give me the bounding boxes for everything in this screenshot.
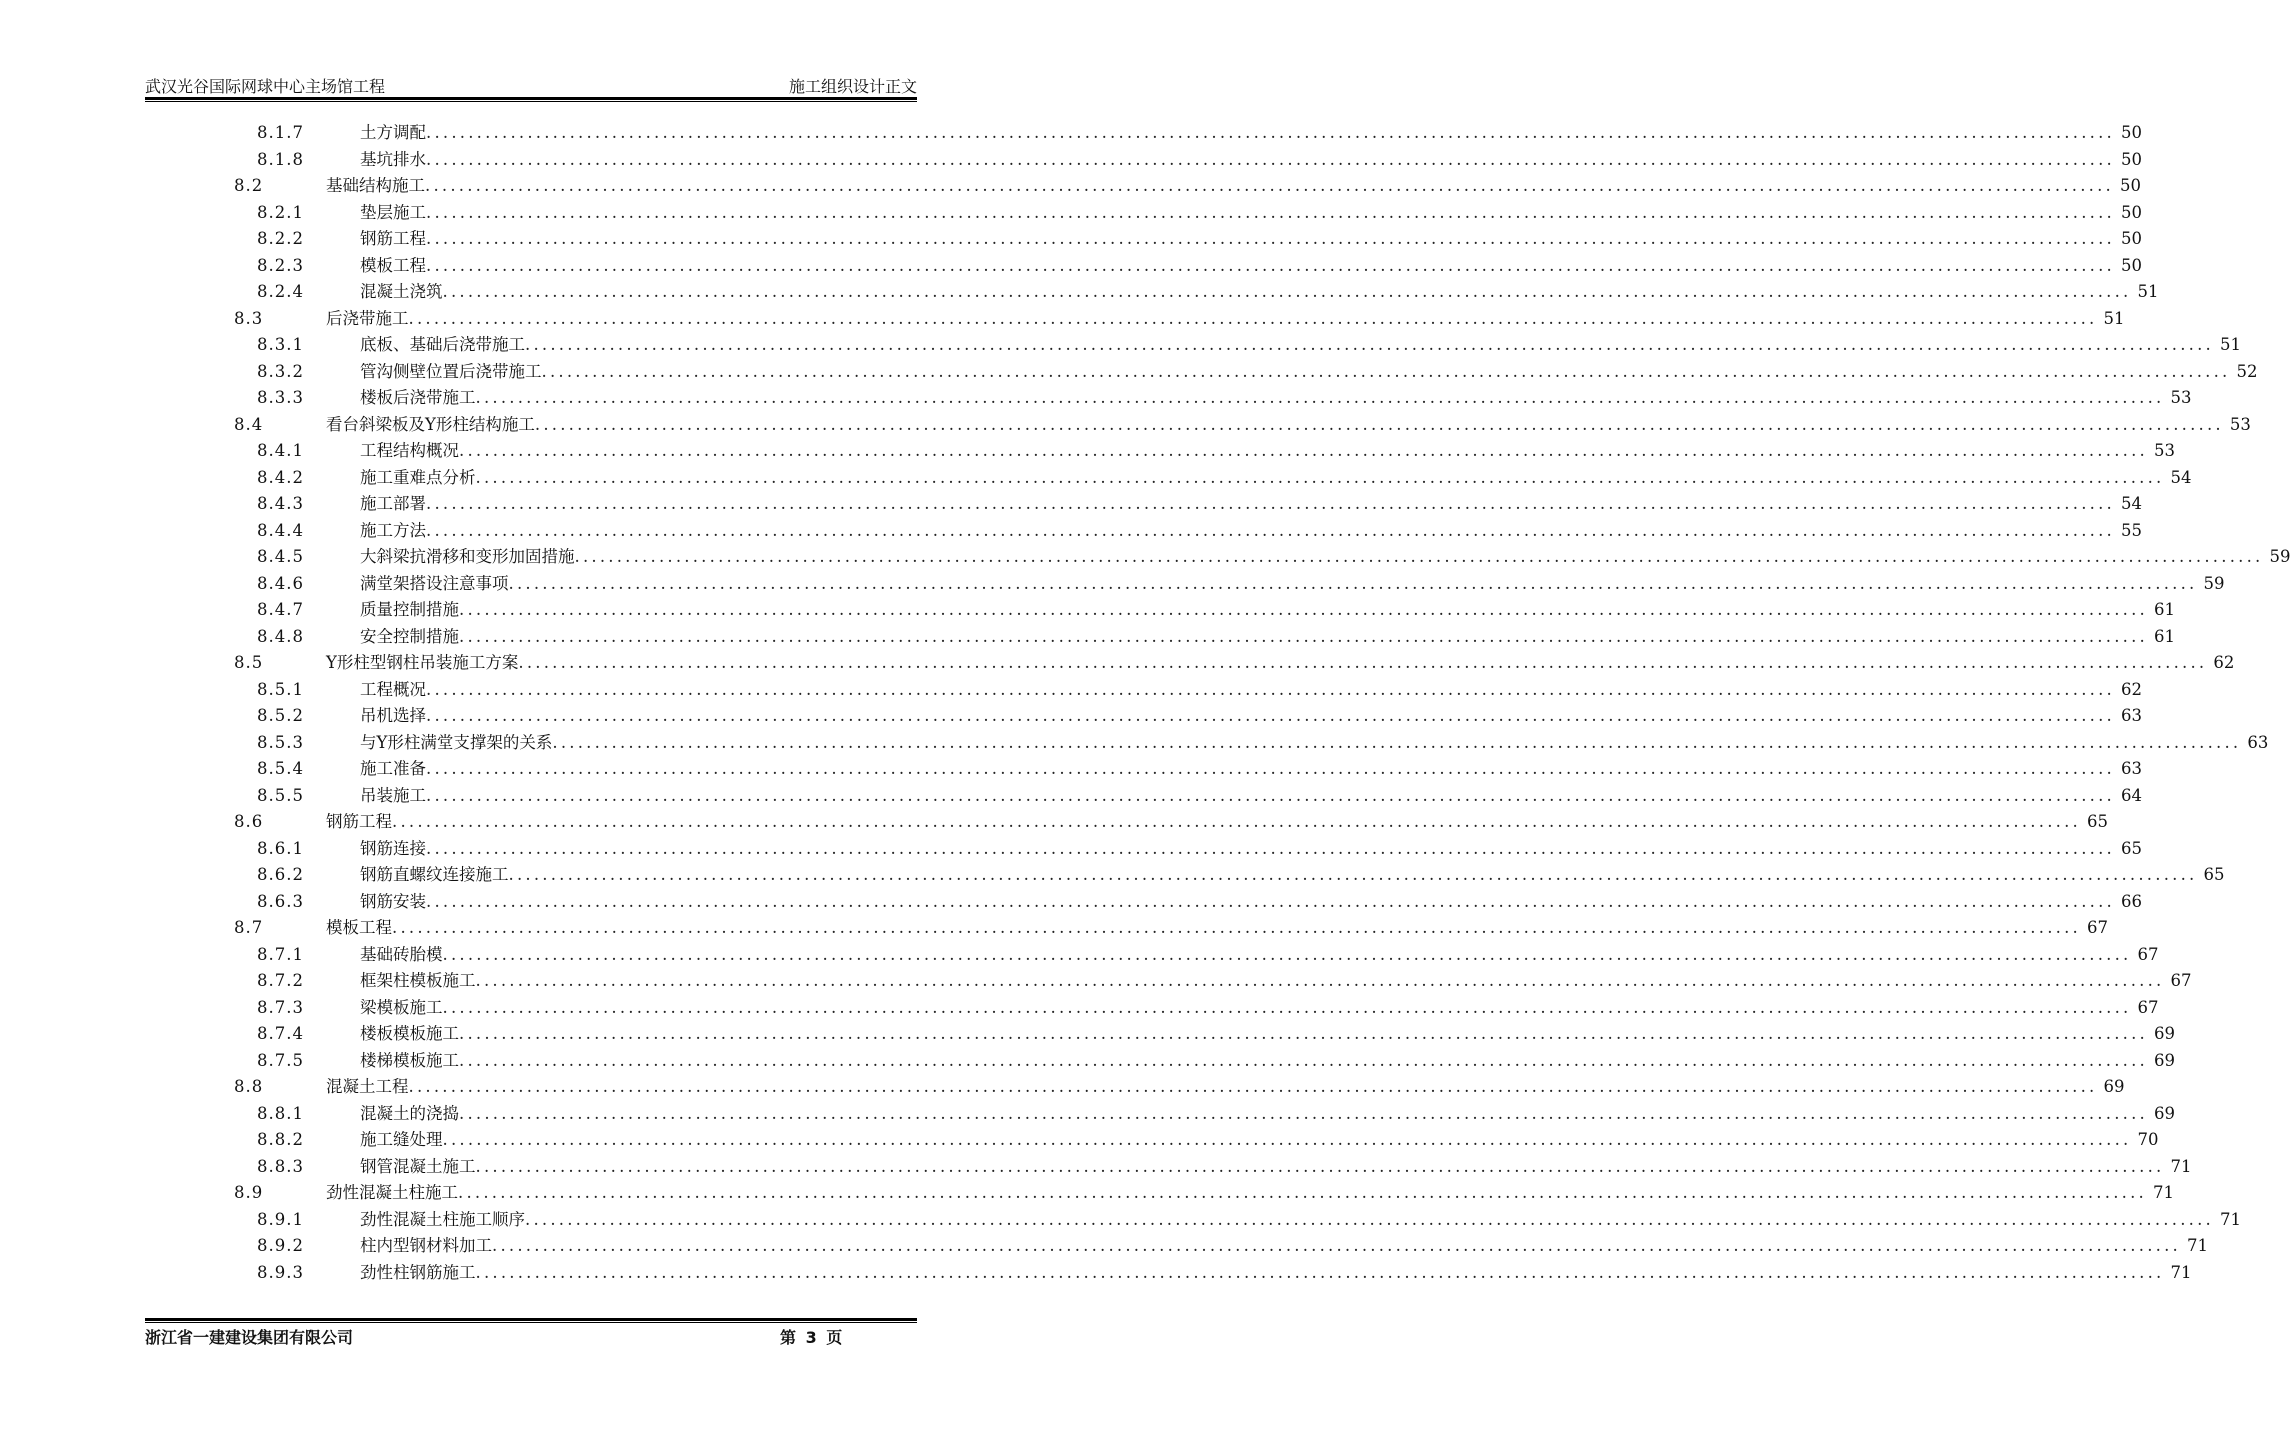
- toc-entry-number: 8.5.2: [257, 706, 304, 725]
- toc-entry-number: 8.6.2: [257, 865, 304, 884]
- toc-entry[interactable]: [0, 809, 2108, 835]
- toc-leader-dots: ........................................................................................................................................................................................................: [459, 1024, 2148, 1043]
- toc-leader-dots: ........................................................................................................................................................................................................: [574, 547, 2264, 566]
- toc-leader-dots: ........................................................................................................................................................................................................: [518, 653, 2208, 672]
- toc-entry-title: 工程结构概况: [360, 441, 459, 460]
- toc-entry-number: 8.7: [234, 918, 264, 937]
- toc-entry[interactable]: [0, 491, 2142, 517]
- toc-entry-number: 8.6: [234, 812, 264, 831]
- toc-entry-title: 劲性柱钢筋施工: [360, 1262, 476, 1282]
- toc-entry-page: 61: [2153, 600, 2175, 619]
- toc-entry-line: [360, 597, 2175, 623]
- toc-entry-page: 71: [2170, 1156, 2192, 1176]
- toc-entry-line: [360, 995, 2159, 1021]
- toc-entry-number: 8.4.6: [257, 573, 304, 593]
- toc-entry-number: 8.4.5: [257, 547, 304, 566]
- toc-entry-page: 61: [2153, 626, 2175, 646]
- toc-entry[interactable]: [0, 862, 2225, 888]
- footer-rule-thin: [145, 1322, 917, 1323]
- toc-entry-line: [360, 147, 2142, 173]
- toc-entry[interactable]: [0, 200, 2142, 226]
- toc-entry-page: 67: [2137, 944, 2159, 964]
- toc-entry-title: 质量控制措施: [360, 600, 459, 619]
- toc-entry-line: [360, 703, 2142, 729]
- toc-entry[interactable]: [0, 173, 2141, 199]
- toc-entry-line: [360, 253, 2142, 279]
- toc-entry-line: [360, 1021, 2175, 1047]
- toc-leader-dots: ........................................................................................................................................................................................................: [408, 1077, 2098, 1096]
- toc-entry-page: 63: [2120, 706, 2142, 725]
- toc-leader-dots: ........................................................................................................................................................................................................: [426, 123, 2115, 142]
- toc-entry[interactable]: [0, 677, 2142, 703]
- toc-entry-number: 8.8: [234, 1077, 264, 1096]
- toc-leader-dots: ........................................................................................................................................................................................................: [508, 573, 2198, 593]
- toc-entry[interactable]: [0, 756, 2142, 782]
- toc-entry-number: 8.2: [234, 176, 264, 195]
- header-rule-thin: [145, 101, 917, 102]
- toc-entry-page: 67: [2170, 971, 2192, 990]
- toc-entry-page: 65: [2120, 838, 2142, 858]
- toc-entry-number: 8.6.3: [257, 891, 304, 911]
- toc-entry-title: 施工准备: [360, 759, 426, 778]
- toc-entry-number: 8.5.3: [257, 732, 304, 752]
- toc-entry-title: 模板工程: [360, 255, 426, 275]
- toc-entry-title: 安全控制措施: [360, 626, 459, 646]
- toc-entry-number: 8.9: [234, 1183, 264, 1202]
- toc-entry-line: [326, 412, 2251, 438]
- toc-entry-line: [360, 465, 2192, 491]
- toc-entry-title: 基坑排水: [360, 149, 426, 169]
- toc-entry-number: 8.8.2: [257, 1130, 304, 1149]
- toc-entry[interactable]: [0, 279, 2159, 305]
- toc-entry[interactable]: [0, 359, 2258, 385]
- toc-entry-title: 劲性混凝土柱施工: [326, 1183, 458, 1202]
- toc-entry-number: 8.9.1: [257, 1209, 304, 1229]
- toc-entry-page: 50: [2120, 149, 2142, 169]
- toc-leader-dots: ........................................................................................................................................................................................................: [459, 1103, 2148, 1123]
- toc-entry-page: 69: [2103, 1077, 2125, 1096]
- toc-entry[interactable]: [0, 597, 2175, 623]
- toc-entry-title: 后浇带施工: [326, 308, 409, 328]
- toc-entry-page: 70: [2137, 1130, 2159, 1149]
- toc-entry-line: [360, 1260, 2192, 1286]
- toc-leader-dots: ........................................................................................................................................................................................................: [459, 626, 2148, 646]
- toc-entry-title: 施工方法: [360, 520, 426, 540]
- toc-entry-line: [360, 889, 2142, 915]
- toc-entry-title: 钢管混凝土施工: [360, 1156, 476, 1176]
- toc-entry-title: 吊机选择: [360, 706, 426, 725]
- toc-leader-dots: ........................................................................................................................................................................................................: [459, 600, 2148, 619]
- toc-entry-number: 8.2.2: [257, 229, 304, 248]
- toc-entry-line: [360, 1127, 2159, 1153]
- toc-entry-title: 钢筋安装: [360, 891, 426, 911]
- toc-leader-dots: ........................................................................................................................................................................................................: [426, 494, 2115, 513]
- toc-entry-title: 施工部署: [360, 494, 426, 513]
- toc-entry[interactable]: [0, 1180, 2174, 1206]
- toc-entry-line: [360, 385, 2192, 411]
- toc-entry[interactable]: [0, 968, 2192, 994]
- toc-entry-title: 楼板后浇带施工: [360, 388, 476, 407]
- toc-entry[interactable]: [0, 385, 2192, 411]
- project-title: 武汉光谷国际网球中心主场馆工程: [145, 77, 386, 96]
- toc-entry[interactable]: [0, 465, 2192, 491]
- toc-entry-number: 8.5.5: [257, 785, 304, 805]
- toc-leader-dots: ........................................................................................................................................................................................................: [426, 149, 2115, 169]
- toc-leader-dots: ........................................................................................................................................................................................................: [552, 732, 2242, 752]
- toc-entry-page: 51: [2137, 282, 2159, 301]
- toc-entry-line: [360, 836, 2142, 862]
- toc-entry-title: 吊装施工: [360, 785, 426, 805]
- toc-entry-page: 51: [2103, 308, 2125, 328]
- toc-entry-number: 8.3.3: [257, 388, 304, 407]
- toc-leader-dots: ........................................................................................................................................................................................................: [426, 679, 2115, 699]
- company-name: 浙江省一建建设集团有限公司: [145, 1328, 354, 1347]
- toc-entry-number: 8.8.3: [257, 1156, 304, 1176]
- toc-entry-number: 8.4.1: [257, 441, 304, 460]
- page-header: [145, 70, 917, 98]
- toc-entry-page: 71: [2186, 1236, 2208, 1255]
- toc-entry-page: 63: [2120, 759, 2142, 778]
- toc-entry-number: 8.3: [234, 308, 264, 328]
- toc-entry-page: 59: [2203, 573, 2225, 593]
- toc-leader-dots: ........................................................................................................................................................................................................: [534, 414, 2224, 434]
- toc-entry-number: 8.8.1: [257, 1103, 304, 1123]
- toc-entry[interactable]: [0, 730, 2269, 756]
- toc-entry[interactable]: [0, 544, 2290, 570]
- toc-entry-title: 施工重难点分析: [360, 467, 476, 487]
- toc-leader-dots: ........................................................................................................................................................................................................: [458, 1183, 2147, 1202]
- toc-entry-title: 钢筋工程: [326, 812, 392, 831]
- toc-entry[interactable]: [0, 306, 2125, 332]
- toc-leader-dots: ........................................................................................................................................................................................................: [541, 361, 2231, 381]
- toc-entry-page: 64: [2120, 785, 2142, 805]
- toc-entry-title: 混凝土浇筑: [360, 282, 443, 301]
- toc-entry-number: 8.2.4: [257, 282, 304, 301]
- toc-entry[interactable]: [0, 147, 2142, 173]
- toc-entry-page: 66: [2120, 891, 2142, 911]
- toc-entry-page: 69: [2153, 1103, 2175, 1123]
- toc-entry-page: 65: [2086, 812, 2108, 831]
- toc-entry[interactable]: [0, 518, 2142, 544]
- footer-rule: [145, 1318, 917, 1321]
- toc-entry-line: [360, 1154, 2192, 1180]
- toc-entry-title: 底板、基础后浇带施工: [360, 335, 525, 354]
- toc-entry-title: 与Y形柱满堂支撑架的关系: [360, 732, 553, 752]
- toc-entry-line: [360, 677, 2142, 703]
- toc-entry-title: 工程概况: [360, 679, 426, 699]
- toc-leader-dots: ........................................................................................................................................................................................................: [442, 944, 2132, 964]
- toc-entry-number: 8.2.1: [257, 202, 304, 222]
- toc-entry-line: [360, 359, 2258, 385]
- toc-entry-page: 50: [2119, 176, 2141, 195]
- toc-entry-number: 8.1.8: [257, 149, 304, 169]
- toc-entry[interactable]: [0, 1101, 2175, 1127]
- toc-entry-page: 50: [2120, 123, 2142, 142]
- toc-leader-dots: ........................................................................................................................................................................................................: [442, 997, 2132, 1017]
- toc-entry-page: 71: [2219, 1209, 2241, 1229]
- toc-entry-page: 63: [2247, 732, 2269, 752]
- toc-entry-page: 69: [2153, 1024, 2175, 1043]
- toc-entry-number: 8.4.4: [257, 520, 304, 540]
- toc-entry-line: [360, 756, 2142, 782]
- toc-entry[interactable]: [0, 1260, 2192, 1286]
- toc-entry-title: 管沟侧壁位置后浇带施工: [360, 361, 542, 381]
- toc-leader-dots: ........................................................................................................................................................................................................: [392, 812, 2081, 831]
- toc-entry-number: 8.1.7: [257, 123, 304, 142]
- document-section-title: 施工组织设计正文: [788, 77, 917, 96]
- toc-entry-title: 大斜梁抗滑移和变形加固措施: [360, 547, 575, 566]
- toc-entry-title: 基础砖胎模: [360, 944, 443, 964]
- toc-entry-number: 8.4: [234, 414, 264, 434]
- toc-entry[interactable]: [0, 1207, 2241, 1233]
- toc-entry-page: 55: [2120, 520, 2142, 540]
- toc-entry-line: [326, 1180, 2174, 1206]
- toc-leader-dots: ........................................................................................................................................................................................................: [426, 202, 2115, 222]
- toc-entry-number: 8.5: [234, 653, 264, 672]
- toc-entry[interactable]: [0, 1048, 2175, 1074]
- toc-entry-line: [360, 1207, 2241, 1233]
- toc-entry-line: [326, 809, 2108, 835]
- toc-entry-number: 8.3.1: [257, 335, 304, 354]
- toc-entry[interactable]: [0, 438, 2175, 464]
- toc-entry-line: [360, 518, 2142, 544]
- toc-entry-page: 51: [2219, 335, 2241, 354]
- toc-entry[interactable]: [0, 889, 2142, 915]
- toc-entry-title: 看台斜梁板及Y形柱结构施工: [326, 414, 535, 434]
- toc-entry-title: 垫层施工: [360, 202, 426, 222]
- toc-entry[interactable]: [0, 226, 2142, 252]
- toc-entry[interactable]: [0, 412, 2251, 438]
- toc-leader-dots: ........................................................................................................................................................................................................: [426, 838, 2115, 858]
- toc-entry-page: 50: [2120, 255, 2142, 275]
- toc-leader-dots: ........................................................................................................................................................................................................: [426, 759, 2115, 778]
- toc-leader-dots: ........................................................................................................................................................................................................: [475, 971, 2165, 990]
- toc-entry-number: 8.4.3: [257, 494, 304, 513]
- toc-entry-page: 62: [2213, 653, 2235, 672]
- toc-leader-dots: ........................................................................................................................................................................................................: [459, 1050, 2148, 1070]
- toc-entry-title: 柱内型钢材料加工: [360, 1236, 492, 1255]
- toc-leader-dots: ........................................................................................................................................................................................................: [475, 388, 2165, 407]
- toc-entry-title: 模板工程: [326, 918, 392, 937]
- toc-entry[interactable]: [0, 1074, 2125, 1100]
- toc-leader-dots: ........................................................................................................................................................................................................: [392, 918, 2081, 937]
- toc-entry-number: 8.5.1: [257, 679, 304, 699]
- toc-entry-line: [360, 730, 2269, 756]
- toc-entry-number: 8.3.2: [257, 361, 304, 381]
- toc-leader-dots: ........................................................................................................................................................................................................: [442, 282, 2132, 301]
- toc-entry-number: 8.6.1: [257, 838, 304, 858]
- toc-entry-page: 50: [2120, 202, 2142, 222]
- toc-leader-dots: ........................................................................................................................................................................................................: [426, 891, 2115, 911]
- toc-entry-number: 8.5.4: [257, 759, 304, 778]
- toc-entry-page: 67: [2137, 997, 2159, 1017]
- toc-entry-title: 钢筋连接: [360, 838, 426, 858]
- toc-entry-title: 混凝土的浇捣: [360, 1103, 459, 1123]
- toc-leader-dots: ........................................................................................................................................................................................................: [525, 335, 2214, 354]
- toc-leader-dots: ........................................................................................................................................................................................................: [508, 865, 2198, 884]
- toc-entry-title: 施工缝处理: [360, 1130, 443, 1149]
- toc-entry-line: [360, 783, 2142, 809]
- toc-entry[interactable]: [0, 703, 2142, 729]
- toc-entry-number: 8.7.1: [257, 944, 304, 964]
- toc-entry-title: Y形柱型钢柱吊装施工方案: [326, 653, 519, 672]
- toc-entry[interactable]: [0, 624, 2175, 650]
- toc-leader-dots: ........................................................................................................................................................................................................: [475, 1156, 2165, 1176]
- toc-entry[interactable]: [0, 1154, 2192, 1180]
- toc-entry-line: [326, 173, 2141, 199]
- toc-entry-page: 53: [2229, 414, 2251, 434]
- toc-entry[interactable]: [0, 783, 2142, 809]
- toc-entry-line: [326, 650, 2235, 676]
- toc-entry-line: [360, 544, 2290, 570]
- toc-entry-line: [326, 1074, 2125, 1100]
- toc-entry-number: 8.4.7: [257, 600, 304, 619]
- toc-entry-line: [326, 306, 2125, 332]
- toc-leader-dots: ........................................................................................................................................................................................................: [475, 1262, 2165, 1282]
- toc-entry-title: 混凝土工程: [326, 1077, 409, 1096]
- toc-entry-page: 53: [2170, 388, 2192, 407]
- toc-entry-title: 土方调配: [360, 123, 426, 142]
- toc-entry[interactable]: [0, 995, 2159, 1021]
- toc-entry-number: 8.9.3: [257, 1262, 304, 1282]
- toc-entry[interactable]: [0, 1127, 2159, 1153]
- toc-entry-title: 框架柱模板施工: [360, 971, 476, 990]
- toc-entry-line: [360, 1048, 2175, 1074]
- toc-entry[interactable]: [0, 1021, 2175, 1047]
- toc-entry-title: 基础结构施工: [326, 176, 425, 195]
- toc-leader-dots: ........................................................................................................................................................................................................: [426, 229, 2115, 248]
- toc-entry-line: [360, 279, 2159, 305]
- toc-leader-dots: ........................................................................................................................................................................................................: [442, 1130, 2132, 1149]
- toc-entry-title: 钢筋工程: [360, 229, 426, 248]
- toc-entry-number: 8.7.4: [257, 1024, 304, 1043]
- toc-entry-title: 楼板模板施工: [360, 1024, 459, 1043]
- toc-entry[interactable]: [0, 332, 2241, 358]
- toc-entry-title: 满堂架搭设注意事项: [360, 573, 509, 593]
- toc-entry-line: [360, 968, 2192, 994]
- toc-leader-dots: ........................................................................................................................................................................................................: [408, 308, 2098, 328]
- header-rule: [145, 97, 917, 100]
- toc-entry[interactable]: [0, 915, 2108, 941]
- toc-entry-title: 楼梯模板施工: [360, 1050, 459, 1070]
- toc-entry-line: [326, 915, 2108, 941]
- toc-entry-line: [360, 332, 2241, 358]
- toc-entry-number: 8.7.5: [257, 1050, 304, 1070]
- toc-entry[interactable]: [0, 120, 2142, 146]
- toc-leader-dots: ........................................................................................................................................................................................................: [426, 255, 2115, 275]
- toc-entry-title: 梁模板施工: [360, 997, 443, 1017]
- toc-entry-line: [360, 624, 2175, 650]
- toc-entry-page: 62: [2120, 679, 2142, 699]
- toc-entry-line: [360, 571, 2225, 597]
- toc-entry[interactable]: [0, 571, 2225, 597]
- toc-leader-dots: ........................................................................................................................................................................................................: [475, 467, 2165, 487]
- toc-entry-page: 69: [2153, 1050, 2175, 1070]
- toc-entry-line: [360, 438, 2175, 464]
- toc-entry-line: [360, 1101, 2175, 1127]
- toc-entry-line: [360, 491, 2142, 517]
- toc-entry-page: 65: [2203, 865, 2225, 884]
- toc-leader-dots: ........................................................................................................................................................................................................: [426, 785, 2115, 805]
- toc-leader-dots: ........................................................................................................................................................................................................: [426, 706, 2115, 725]
- toc-entry-page: 67: [2086, 918, 2108, 937]
- toc-entry-page: 50: [2120, 229, 2142, 248]
- toc-entry[interactable]: [0, 253, 2142, 279]
- toc-entry-title: 劲性混凝土柱施工顺序: [360, 1209, 525, 1229]
- toc-entry[interactable]: [0, 836, 2142, 862]
- toc-leader-dots: ........................................................................................................................................................................................................: [425, 176, 2114, 195]
- page-number: 第 3 页: [780, 1328, 843, 1347]
- toc-entry-number: 8.4.8: [257, 626, 304, 646]
- toc-leader-dots: ........................................................................................................................................................................................................: [525, 1209, 2214, 1229]
- toc-entry-page: 52: [2236, 361, 2258, 381]
- toc-entry-page: 59: [2269, 547, 2290, 566]
- toc-entry-number: 8.4.2: [257, 467, 304, 487]
- toc-entry-page: 54: [2120, 494, 2142, 513]
- toc-leader-dots: ........................................................................................................................................................................................................: [426, 520, 2115, 540]
- toc-entry-page: 71: [2170, 1262, 2192, 1282]
- toc-entry-line: [360, 942, 2159, 968]
- toc-entry-number: 8.9.2: [257, 1236, 304, 1255]
- toc-entry-number: 8.7.2: [257, 971, 304, 990]
- toc-leader-dots: ........................................................................................................................................................................................................: [459, 441, 2148, 460]
- toc-entry-number: 8.7.3: [257, 997, 304, 1017]
- toc-entry[interactable]: [0, 1233, 2208, 1259]
- toc-entry-line: [360, 1233, 2208, 1259]
- toc-entry[interactable]: [0, 942, 2159, 968]
- toc-entry-line: [360, 200, 2142, 226]
- toc-entry-page: 71: [2152, 1183, 2174, 1202]
- toc-entry-number: 8.2.3: [257, 255, 304, 275]
- toc-entry-line: [360, 226, 2142, 252]
- toc-entry-line: [360, 862, 2225, 888]
- toc-entry-page: 53: [2153, 441, 2175, 460]
- toc-entry-line: [360, 120, 2142, 146]
- toc-entry-title: 钢筋直螺纹连接施工: [360, 865, 509, 884]
- toc-entry[interactable]: [0, 650, 2235, 676]
- toc-leader-dots: ........................................................................................................................................................................................................: [492, 1236, 2181, 1255]
- toc-entry-page: 54: [2170, 467, 2192, 487]
